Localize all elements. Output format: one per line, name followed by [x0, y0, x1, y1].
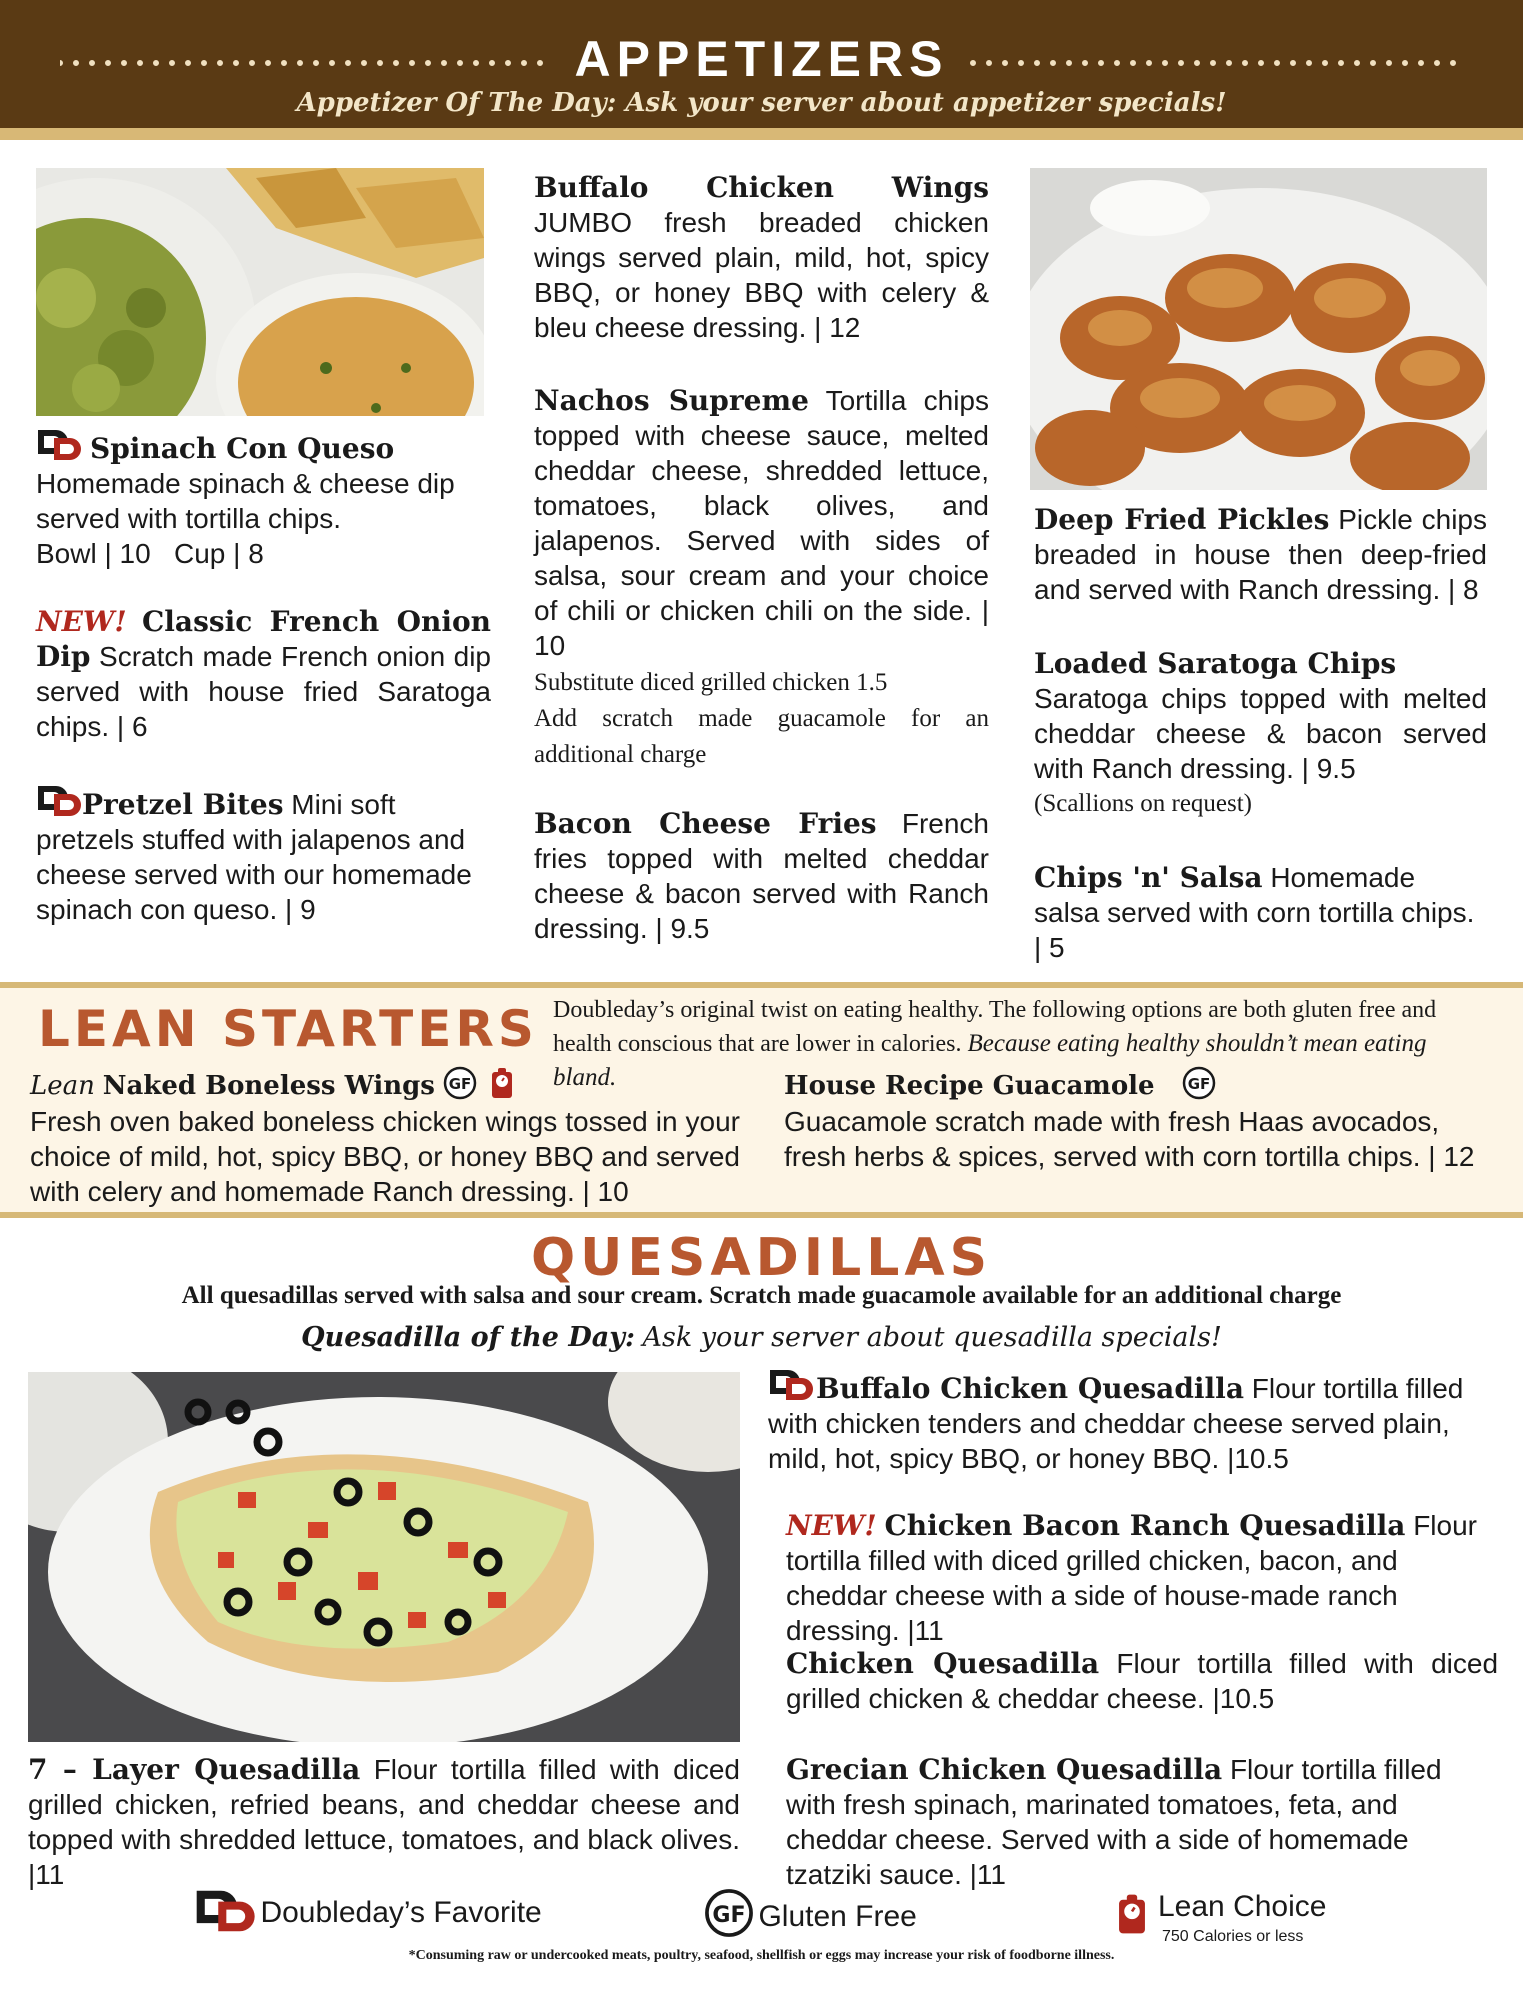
legend-favorite-label: Doubleday’s Favorite: [260, 1896, 542, 1929]
item-price: Bowl | 10 Cup | 8: [36, 538, 264, 569]
item-name: House Recipe Guacamole: [784, 1071, 1155, 1101]
item-spinach-con-queso: [36, 428, 491, 571]
item-name: Classic French Onion Dip: [36, 605, 491, 673]
doubleday-favorite-icon: [194, 1888, 256, 1934]
legend-lean-sub: 750 Calories or less: [1162, 1928, 1304, 1945]
item-name: Grecian Chicken Quesadilla: [786, 1753, 1223, 1786]
item-desc: Pickle chips breaded in house then deep-fried and served with Ranch dressing. | 8: [1034, 504, 1487, 605]
item-name: Chips 'n' Salsa: [1034, 861, 1263, 894]
gluten-free-icon: [1182, 1066, 1216, 1100]
item-desc: Flour tortilla filled with chicken tenders and cheddar cheese served plain, mild, hot, spicy BBQ, or honey BBQ. |10.5: [768, 1373, 1464, 1474]
fried-pickles-photo: [1030, 168, 1487, 490]
page-title: APPETIZERS: [574, 31, 949, 87]
item-name: Chicken Quesadilla: [786, 1647, 1100, 1680]
gluten-free-icon: [704, 1888, 754, 1938]
item-desc: Saratoga chips topped with melted cheddar cheese & bacon served with Ranch dressing. | 9.5: [1034, 683, 1487, 784]
item-desc: Scratch made French onion dip served with house fried Saratoga chips. | 6: [36, 641, 492, 742]
item-desc: Mini soft pretzels stuffed with jalapenos and cheese served with our homemade spinach con queso. | 9: [36, 789, 472, 925]
item-note: Add scratch made guacamole for an additional charge: [534, 705, 989, 768]
item-prefix: Lean: [30, 1071, 95, 1101]
quesadillas-intro: All quesadillas served with salsa and sour cream. Scratch made guacamole available for an additional charge: [181, 1282, 1342, 1309]
spinach-queso-photo: [36, 168, 484, 416]
svg-text:GF: GF: [712, 1902, 746, 1928]
item-name: Buffalo Chicken Wings: [534, 171, 989, 204]
svg-text:GF: GF: [448, 1075, 471, 1093]
legend-lean-label: Lean Choice: [1158, 1890, 1327, 1923]
item-buffalo-chicken-quesadilla: [768, 1368, 1496, 1476]
item-french-onion-dip: [36, 604, 491, 744]
special-text: Ask your server about quesadilla specials!: [642, 1322, 1222, 1353]
doubleday-favorite-icon: [36, 784, 82, 818]
quesadilla-special: [0, 1322, 1523, 1353]
doubleday-favorite-icon: [36, 428, 82, 462]
item-note: (Scallions on request): [1034, 790, 1253, 817]
item-chicken-quesadilla: [786, 1646, 1498, 1716]
special-label: Quesadilla of the Day:: [301, 1322, 635, 1353]
item-desc: Homemade salsa served with corn tortilla chips. | 5: [1034, 862, 1475, 963]
item-desc: Flour tortilla filled with diced grilled chicken & cheddar cheese. |10.5: [786, 1648, 1499, 1714]
item-desc: Fresh oven baked boneless chicken wings tossed in your choice of mild, hot, spicy BBQ, or honey BBQ and served with celery and homemade Ranch dressing. | 10: [30, 1106, 740, 1207]
item-grecian-chicken-quesadilla: [786, 1752, 1498, 1892]
lean-intro-italic: Because eating healthy shouldn’t mean eating bland.: [553, 1030, 1427, 1091]
item-desc: JUMBO fresh breaded chicken wings served plain, mild, hot, spicy BBQ, or honey BBQ with celery & bleu cheese dressing. | 12: [534, 207, 989, 343]
gluten-free-icon: [443, 1066, 477, 1100]
item-desc: Guacamole scratch made with fresh Haas avocados, fresh herbs & spices, served with corn tortilla chips. | 12: [784, 1106, 1475, 1172]
item-name: 7 – Layer Quesadilla: [28, 1753, 361, 1786]
item-note: Substitute diced grilled chicken 1.5: [534, 669, 888, 696]
item-desc: Flour tortilla filled with diced grilled chicken, refried beans, and cheddar cheese and topped with shredded lettuce, tomatoes, and black olives. |11: [28, 1754, 741, 1890]
quesadillas-title: QUESADILLAS: [530, 1228, 993, 1288]
item-bacon-cheese-fries: [534, 806, 989, 946]
page-subtitle: Appetizer Of The Day: Ask your server about appetizer specials!: [296, 88, 1227, 118]
item-nachos-supreme: [534, 383, 989, 773]
item-chips-salsa: [1034, 860, 1487, 965]
legend-gf-label: Gluten Free: [758, 1900, 917, 1933]
lean-starters-title: LEAN STARTERS: [38, 1000, 538, 1058]
item-name: Deep Fried Pickles: [1034, 503, 1330, 536]
item-7-layer-quesadilla: [28, 1752, 740, 1892]
item-name: Chicken Bacon Ranch Quesadilla: [884, 1509, 1406, 1542]
lean-choice-icon: [1110, 1888, 1154, 1940]
item-name: Buffalo Chicken Quesadilla: [816, 1372, 1244, 1405]
item-naked-boneless-wings: [30, 1066, 740, 1209]
item-name: Nachos Supreme: [534, 384, 809, 417]
legend-favorite: [194, 1888, 542, 1934]
item-name: Loaded Saratoga Chips: [1034, 647, 1397, 680]
item-name: Spinach Con Queso: [90, 432, 395, 465]
header-rule: [0, 128, 1523, 140]
item-house-guacamole: [784, 1066, 1494, 1174]
item-name: Pretzel Bites: [82, 788, 284, 821]
new-badge: NEW!: [786, 1509, 877, 1542]
item-desc: French fries topped with melted cheddar cheese & bacon served with Ranch dressing. | 9.5: [534, 808, 990, 944]
item-desc: Flour tortilla filled with fresh spinach, marinated tomatoes, feta, and cheddar cheese. Served with a side of homemade tzatziki sauce. |11: [786, 1754, 1442, 1890]
lean-intro-text: Doubleday’s original twist on eating healthy. The following options are both gluten free and health conscious that are lower in calories.: [553, 997, 1437, 1057]
item-pretzel-bites: [36, 784, 491, 927]
quesadilla-photo: [28, 1372, 740, 1742]
new-badge: NEW!: [36, 605, 127, 638]
item-desc: Flour tortilla filled with diced grilled chicken, bacon, and cheddar cheese with a side of house-made ranch dressing. |11: [786, 1510, 1477, 1646]
disclaimer: *Consuming raw or undercooked meats, poultry, seafood, shellfish or eggs may increase your risk of foodborne illness.: [408, 1948, 1115, 1963]
item-name: Bacon Cheese Fries: [534, 807, 877, 840]
item-buffalo-wings: [534, 170, 989, 345]
item-desc: Homemade spinach & cheese dip served with tortilla chips.: [36, 468, 455, 534]
doubleday-favorite-icon: [768, 1368, 814, 1402]
item-desc: Tortilla chips topped with cheese sauce, melted cheddar cheese, shredded lettuce, tomatoes, black olives, and jalapenos. Served with sides of salsa, sour cream and your choice of chili or chicken chili on the side. | 10: [534, 385, 990, 661]
item-deep-fried-pickles: [1034, 502, 1487, 607]
lean-choice-icon: [485, 1066, 519, 1100]
svg-text:GF: GF: [1188, 1075, 1211, 1093]
item-saratoga-chips: [1034, 646, 1487, 822]
item-chicken-bacon-ranch-quesadilla: [786, 1508, 1498, 1648]
legend-gluten-free: [704, 1888, 917, 1938]
item-name: Naked Boneless Wings: [102, 1071, 435, 1101]
